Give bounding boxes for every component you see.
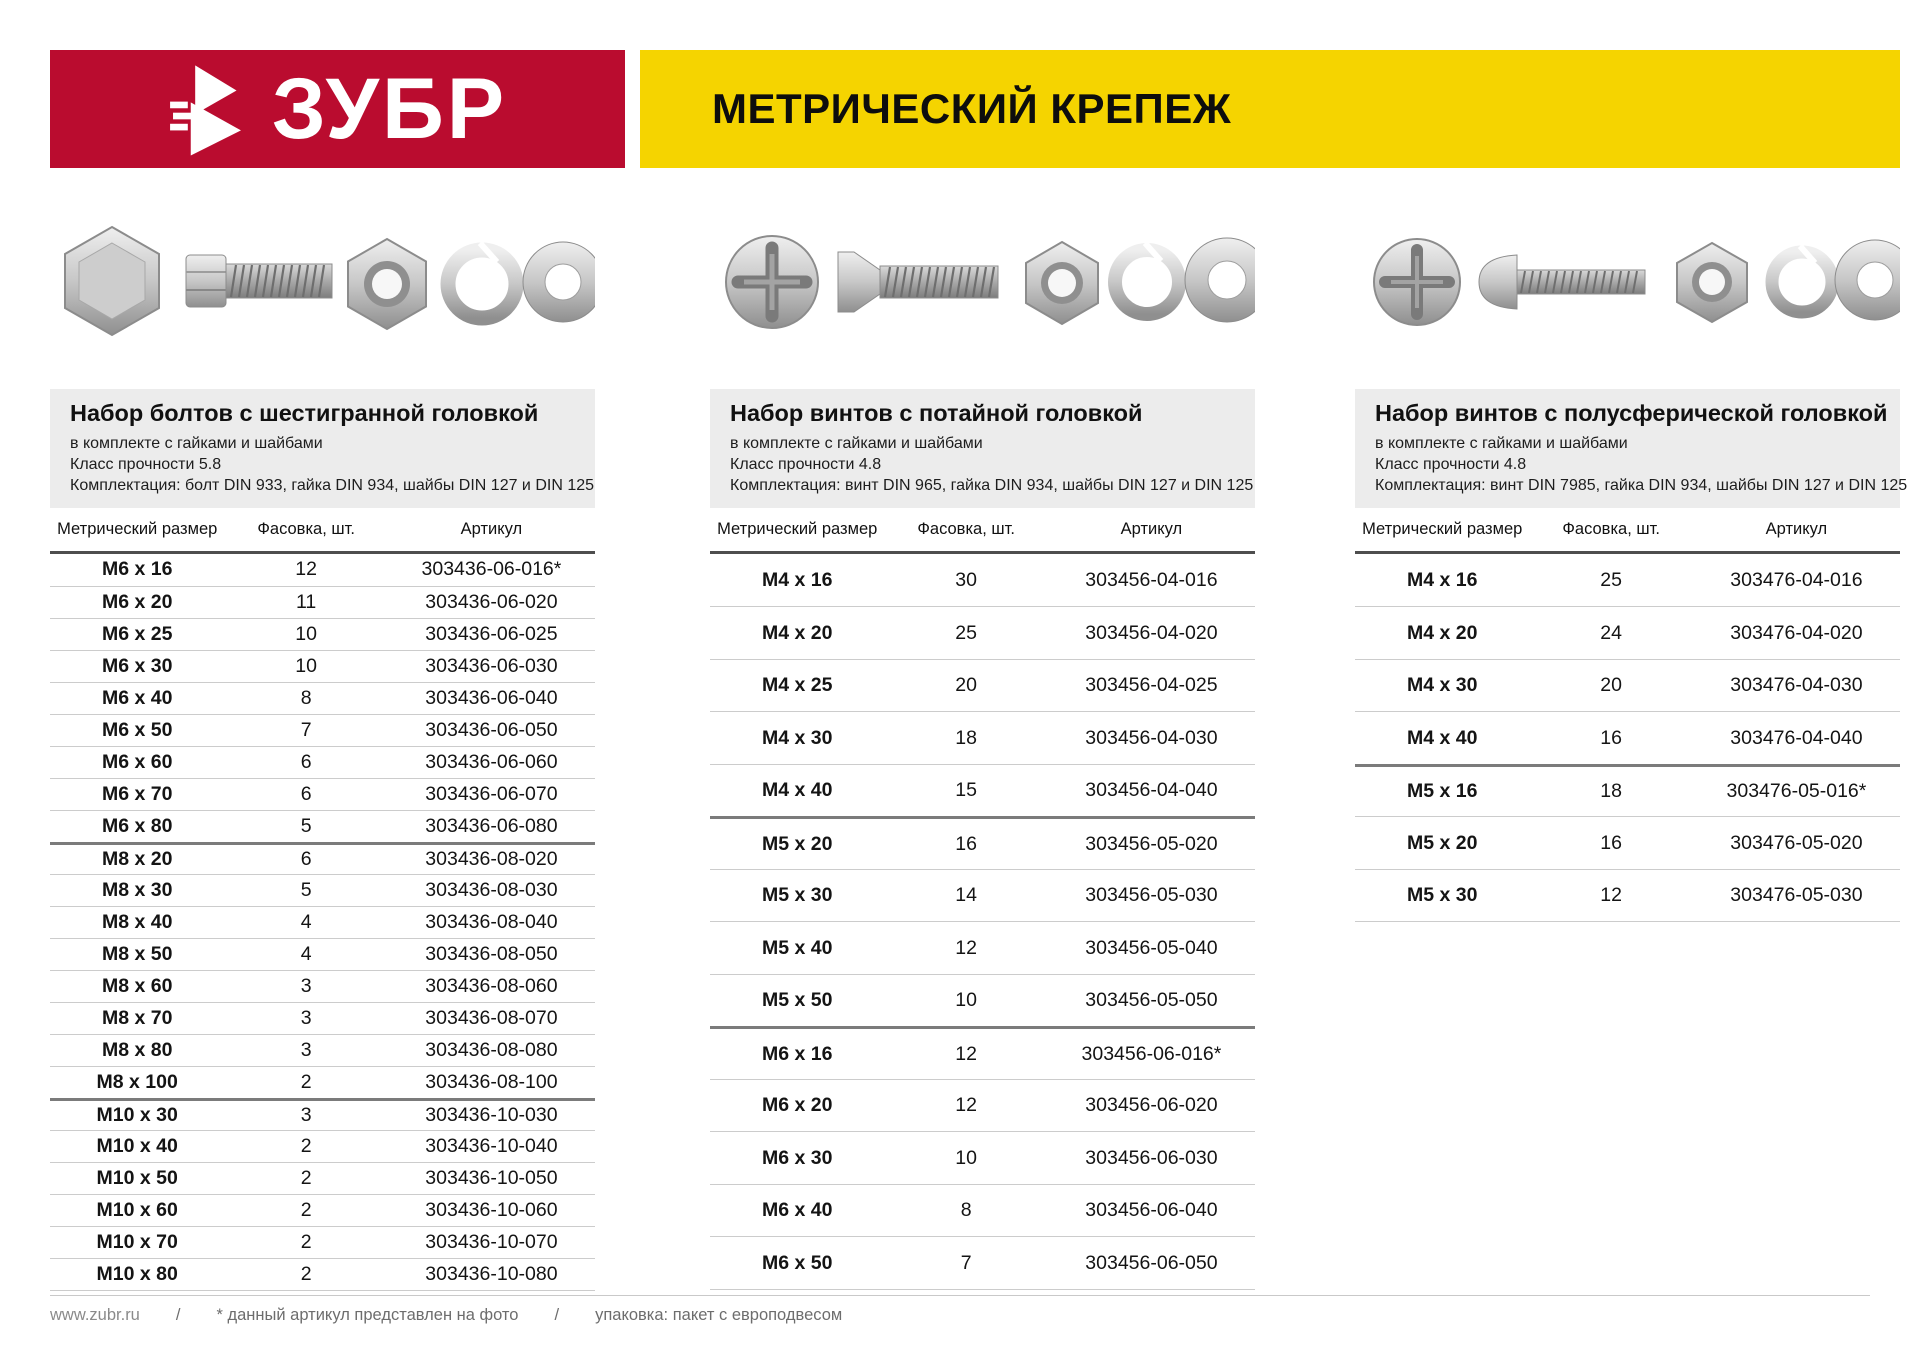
size-cell: М6 х 40 [101,686,173,709]
flat-washer-icon [1835,240,1900,320]
pack-cell: 25 [1600,568,1622,591]
table-header [710,508,1255,554]
sku-cell: 303456-06-040 [1085,1199,1218,1222]
size-cell: М5 х 20 [1406,831,1478,854]
pack-cell: 12 [955,1094,977,1117]
table-row [50,1034,595,1066]
table-row [710,659,1255,712]
col-header-size: Метрический размер [1362,519,1523,538]
sku-cell: 303476-04-016 [1730,568,1863,591]
pack-cell: 20 [1600,674,1622,697]
pack-cell: 3 [300,1103,312,1126]
pack-cell: 7 [300,718,312,741]
pack-cell: 6 [300,847,312,870]
sku-cell: 303456-06-020 [1085,1094,1218,1117]
pack-cell: 2 [300,1166,312,1189]
pack-cell: 4 [300,942,312,965]
size-cell: М8 х 30 [101,878,173,901]
pack-cell: 6 [300,782,312,805]
size-cell: М5 х 16 [1406,780,1478,803]
sku-cell: 303456-06-016* [1081,1042,1222,1065]
pack-cell: 12 [295,558,317,581]
table-body [50,554,595,1291]
sku-cell: 303456-04-040 [1085,779,1218,802]
sku-cell: 303436-10-070 [425,1230,558,1253]
pack-cell: 12 [1600,884,1622,907]
pack-cell: 14 [955,884,977,907]
pack-cell: 2 [300,1070,312,1093]
table-row [1355,764,1900,817]
sku-cell: 303456-06-050 [1085,1251,1218,1274]
footer-divider [50,1295,1870,1296]
footer [50,1306,842,1325]
size-cell: М6 х 16 [761,1042,833,1065]
pack-cell: 10 [955,989,977,1012]
sku-cell: 303476-05-016* [1726,780,1867,803]
pack-cell: 11 [296,590,317,613]
product-subtitle: в комплекте с гайками и шайбами [70,435,323,453]
pack-cell: 24 [1600,621,1622,644]
size-cell: М4 х 30 [761,726,833,749]
countersunk-screw-kit-photo [710,215,1255,350]
strength-class: Класс прочности 4.8 [1375,456,1527,474]
kit-contents: Комплектация: болт DIN 933, гайка DIN 934, шайбы DIN 127 и DIN 125 [70,476,595,494]
table-row [50,1162,595,1194]
sku-cell: 303436-08-050 [425,942,558,965]
pack-cell: 2 [300,1134,312,1157]
size-cell: М8 х 50 [101,942,173,965]
table-row [710,554,1255,607]
product-info-box [710,389,1255,508]
footer-note-photo: * данный артикул представлен на фото [216,1306,519,1324]
pack-cell: 3 [300,1006,312,1029]
pack-cell: 12 [955,936,977,959]
size-cell: М5 х 40 [761,936,833,959]
table-row [710,764,1255,817]
pan-head-screw-side-icon [1479,255,1645,309]
size-cell: М5 х 30 [761,884,833,907]
spring-washer-icon [1115,243,1179,314]
col-header-pack: Фасовка, шт. [1562,519,1660,538]
size-cell: М10 х 70 [96,1230,178,1253]
product-section-countersunk-screws [710,215,1255,1290]
table-row [710,1026,1255,1079]
hex-bolt-kit-photo [50,215,595,350]
table-row [1355,869,1900,922]
countersunk-screw-side-icon [838,252,998,312]
strength-class: Класс прочности 4.8 [730,456,882,474]
sku-cell: 303476-05-020 [1730,831,1863,854]
table-row [710,1079,1255,1132]
table-row [50,714,595,746]
pack-cell: 4 [300,910,312,933]
table-header [1355,508,1900,554]
pack-cell: 7 [960,1251,972,1274]
size-cell: М4 х 40 [1406,726,1478,749]
pack-cell: 2 [300,1262,312,1285]
table-row [50,746,595,778]
col-header-size: Метрический размер [57,519,218,538]
size-cell: М6 х 50 [761,1251,833,1274]
table-row [710,816,1255,869]
size-cell: М6 х 20 [761,1094,833,1117]
pack-cell: 8 [300,686,312,709]
table-row [50,1194,595,1226]
sku-cell: 303476-04-040 [1730,726,1863,749]
pack-cell: 3 [300,1038,312,1061]
pack-cell: 18 [1600,780,1622,803]
sku-cell: 303456-06-030 [1085,1146,1218,1169]
sku-cell: 303476-04-030 [1730,674,1863,697]
col-header-sku: Артикул [1120,519,1183,538]
size-cell: М5 х 50 [761,989,833,1012]
table-row [1355,606,1900,659]
pack-cell: 2 [300,1198,312,1221]
size-cell: М8 х 40 [101,910,173,933]
footer-separator: / [175,1306,181,1324]
col-header-sku: Артикул [460,519,523,538]
col-header-pack: Фасовка, шт. [917,519,1015,538]
strength-class: Класс прочности 5.8 [70,456,222,474]
sku-cell: 303436-10-040 [425,1134,558,1157]
flat-washer-icon [523,242,595,322]
size-cell: М6 х 40 [761,1199,833,1222]
pack-cell: 30 [955,568,977,591]
size-cell: М10 х 60 [96,1198,178,1221]
table-row [710,974,1255,1027]
sku-cell: 303456-04-020 [1085,621,1218,644]
sku-cell: 303456-04-025 [1085,674,1218,697]
pack-cell: 6 [300,750,312,773]
size-cell: М6 х 70 [101,782,173,805]
pack-cell: 2 [300,1230,312,1253]
sku-cell: 303436-06-020 [425,590,558,613]
col-header-pack: Фасовка, шт. [257,519,355,538]
table-row [1355,816,1900,869]
table-row [710,711,1255,764]
size-cell: М4 х 25 [761,674,833,697]
site-link[interactable]: www.zubr.ru [50,1306,140,1324]
table-row [50,1002,595,1034]
page-title-banner [640,50,1900,168]
table-row [1355,659,1900,712]
size-cell: М10 х 50 [96,1166,178,1189]
sku-cell: 303436-08-040 [425,910,558,933]
sku-cell: 303436-08-100 [425,1070,558,1093]
size-cell: М4 х 40 [761,779,833,802]
size-cell: М6 х 30 [101,654,173,677]
pack-cell: 5 [300,878,312,901]
sku-cell: 303436-06-030 [425,654,558,677]
col-header-size: Метрический размер [717,519,878,538]
col-header-sku: Артикул [1765,519,1828,538]
table-header [50,508,595,554]
sku-cell: 303436-06-040 [425,686,558,709]
sku-cell: 303456-05-020 [1085,832,1218,855]
table-row [710,1184,1255,1237]
sku-cell: 303456-05-030 [1085,884,1218,907]
product-title: Набор болтов с шестигранной головкой [70,400,539,426]
sku-cell: 303456-05-040 [1085,936,1218,959]
sku-cell: 303436-10-080 [425,1262,558,1285]
pack-cell: 12 [955,1042,977,1065]
size-cell: М10 х 80 [96,1262,178,1285]
table-row [710,606,1255,659]
footer-note-pack: упаковка: пакет с европодвесом [595,1306,843,1324]
pack-cell: 5 [300,814,312,837]
size-cell: М4 х 30 [1406,674,1478,697]
sku-cell: 303436-06-050 [425,718,558,741]
sku-cell: 303436-08-030 [425,878,558,901]
size-cell: М6 х 25 [101,622,173,645]
size-cell: М10 х 40 [96,1134,178,1157]
pack-cell: 16 [1600,726,1622,749]
table-row [710,1236,1255,1289]
hex-nut-icon [1026,242,1098,324]
kit-contents: Комплектация: винт DIN 965, гайка DIN 934, шайбы DIN 127 и DIN 125 [730,476,1254,494]
bolt-head-front-icon [65,227,159,335]
pack-cell: 16 [955,832,977,855]
hex-nut-icon [1677,243,1747,322]
table-row [50,1066,595,1098]
size-cell: М4 х 16 [761,568,833,591]
table-row [710,1131,1255,1184]
sku-cell: 303436-06-060 [425,750,558,773]
size-cell: М6 х 20 [101,590,173,613]
brand-logo-box [50,50,625,168]
hex-bolt-side-icon [186,255,332,307]
table-row [50,778,595,810]
sku-cell: 303436-08-020 [425,847,558,870]
sku-cell: 303436-08-080 [425,1038,558,1061]
spring-washer-icon [1772,246,1832,312]
table-row [50,1130,595,1162]
size-cell: М8 х 70 [101,1006,173,1029]
table-row [50,650,595,682]
table-row [50,842,595,874]
table-row [50,938,595,970]
size-cell: М8 х 20 [101,847,173,870]
sku-cell: 303436-06-016* [421,558,562,581]
table-row [710,869,1255,922]
product-title: Набор винтов с полусферической головкой [1375,400,1888,426]
product-info-box [1355,389,1908,508]
zubr-logo-icon [168,61,246,157]
sku-cell: 303436-10-060 [425,1198,558,1221]
sku-cell: 303456-05-050 [1085,989,1218,1012]
sku-cell: 303436-06-025 [425,622,558,645]
table-body [710,554,1255,1290]
sku-cell: 303476-04-020 [1730,621,1863,644]
size-cell: М6 х 16 [101,558,173,581]
size-cell: М10 х 30 [96,1103,178,1126]
size-cell: М8 х 100 [96,1070,178,1093]
pack-cell: 18 [955,726,977,749]
product-subtitle: в комплекте с гайками и шайбами [1375,435,1628,453]
table-row [50,554,595,586]
kit-contents: Комплектация: винт DIN 7985, гайка DIN 934, шайбы DIN 127 и DIN 125 [1375,476,1908,494]
pack-cell: 10 [295,622,317,645]
table-row [50,970,595,1002]
pack-cell: 15 [955,779,977,802]
sku-cell: 303476-05-030 [1730,884,1863,907]
table-row [1355,554,1900,607]
footer-separator: / [554,1306,560,1324]
sku-cell: 303436-06-080 [425,814,558,837]
countersunk-head-front-icon [726,236,818,328]
product-info-box [50,389,595,508]
table-row [50,586,595,618]
table-row [1355,711,1900,764]
size-cell: М4 х 20 [761,621,833,644]
table-row [50,810,595,842]
pack-cell: 3 [300,974,312,997]
pack-cell: 8 [960,1199,972,1222]
table-row [50,1258,595,1290]
brand-name: ЗУБР [271,61,508,157]
sku-cell: 303436-10-050 [425,1166,558,1189]
product-section-pan-head-screws [1355,215,1908,922]
size-cell: М6 х 30 [761,1146,833,1169]
size-cell: М8 х 60 [101,974,173,997]
size-cell: М4 х 16 [1406,568,1478,591]
table-row [50,618,595,650]
size-cell: М8 х 80 [101,1038,173,1061]
flat-washer-icon [1185,238,1255,322]
table-row [50,874,595,906]
size-cell: М5 х 30 [1406,884,1478,907]
size-cell: М6 х 60 [101,750,173,773]
size-cell: М6 х 80 [101,814,173,837]
size-cell: М6 х 50 [101,718,173,741]
sku-cell: 303456-04-016 [1085,568,1218,591]
sku-cell: 303436-08-070 [425,1006,558,1029]
sku-cell: 303456-04-030 [1085,726,1218,749]
product-section-hex-bolts [50,215,595,1291]
table-row [50,906,595,938]
page-title: МЕТРИЧЕСКИЙ КРЕПЕЖ [712,85,1232,132]
sku-cell: 303436-08-060 [425,974,558,997]
pack-cell: 20 [955,674,977,697]
table-row [50,682,595,714]
table-row [710,921,1255,974]
product-subtitle: в комплекте с гайками и шайбами [730,435,983,453]
table-row [50,1226,595,1258]
product-title: Набор винтов с потайной головкой [730,400,1143,426]
size-cell: М4 х 20 [1406,621,1478,644]
sku-cell: 303436-10-030 [425,1103,558,1126]
table-row [50,1098,595,1130]
pack-cell: 10 [295,654,317,677]
size-cell: М5 х 20 [761,832,833,855]
table-body [1355,554,1900,923]
pack-cell: 10 [955,1146,977,1169]
pack-cell: 25 [955,621,977,644]
pack-cell: 16 [1600,831,1622,854]
hex-nut-icon [348,239,426,329]
pan-head-front-icon [1374,239,1460,325]
sku-cell: 303436-06-070 [425,782,558,805]
spring-washer-icon [448,243,516,318]
pan-head-screw-kit-photo [1355,215,1900,350]
